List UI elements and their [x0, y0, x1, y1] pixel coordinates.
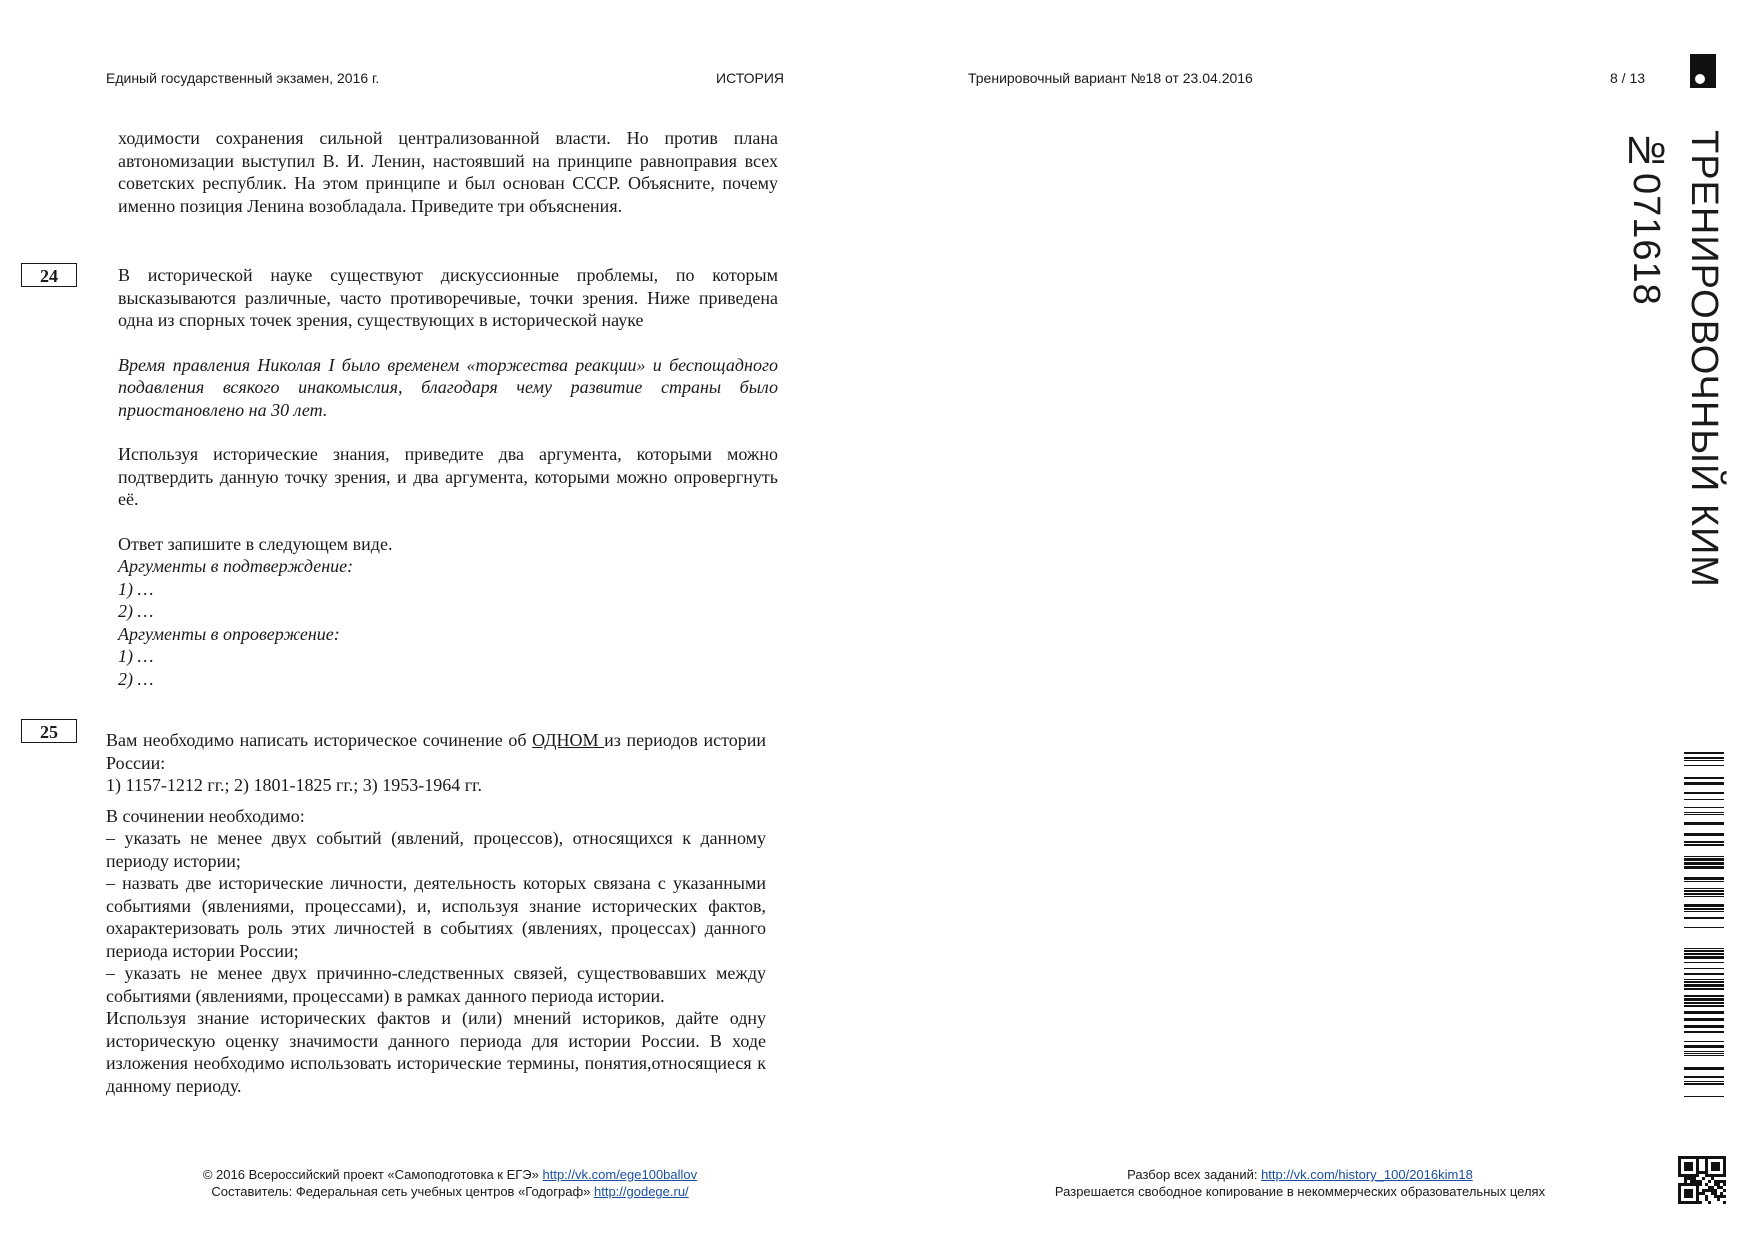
- task25-requirement-3: – указать не менее двух причинно-следственных связей, существовавших между событиями (явлениями, процессами) в рамках данного периода истории.: [106, 963, 766, 1006]
- footer-right: [990, 1166, 1610, 1200]
- task24-refute-item-1: 1) …: [118, 646, 154, 666]
- header-variant: Тренировочный вариант №18 от 23.04.2016: [968, 70, 1253, 86]
- barcode-icon: [1684, 752, 1724, 1102]
- header-exam: Единый государственный экзамен, 2016 г.: [106, 70, 380, 86]
- task25-intro-tail: из периодов истории России:: [106, 730, 766, 773]
- task25-requirement-1: – указать не менее двух событий (явлений, процессов), относящихся к данному периоду истории;: [106, 828, 766, 871]
- task25-number: 25: [21, 719, 77, 743]
- footer-author: Составитель: Федеральная сеть учебных центров «Годограф»: [211, 1184, 594, 1199]
- task24-refute-item-2: 2) …: [118, 668, 154, 689]
- task24-instruction: Используя исторические знания, приведите два аргумента, которыми можно подтвердить данную точку зрения, и два аргумента, которыми можно опровергнуть её.: [118, 444, 778, 509]
- task24-block: [118, 264, 778, 690]
- task24-confirm-item-1: 1) …: [118, 578, 154, 599]
- task25-requirements-title: В сочинении необходимо:: [106, 805, 305, 826]
- task24-refute-label: Аргументы в опровержение:: [118, 623, 340, 644]
- corner-marker-icon: [1690, 54, 1716, 88]
- header-page-number: 8 / 13: [1610, 70, 1646, 86]
- footer-copyright: © 2016 Всероссийский проект «Самоподготовка к ЕГЭ»: [202, 1167, 543, 1182]
- task24-quote: Время правления Николая I было временем «торжества реакции» и беспощадного подавления всякого инакомыслия, благодаря чему развитие страны было приостановлено на 30 лет.: [118, 354, 778, 420]
- task25-closing: Используя знание исторических фактов и (или) мнений историков, дайте одну историческую оценку значимости данного периода для истории России. В ходе изложения необходимо использовать исторические термины, понятия,относящиеся к данному периоду.: [106, 1008, 766, 1096]
- task24-confirm-label: Аргументы в подтверждение:: [118, 556, 354, 576]
- task25-periods: 1) 1157-1212 гг.; 2) 1801-1825 гг.; 3) 1953-1964 гг.: [106, 775, 483, 795]
- side-title: ТРЕНИРОВОЧНЫЙ КИМ №071618: [1625, 130, 1725, 588]
- footer-license: Разрешается свободное копирование в некоммерческих образовательных целях: [1054, 1184, 1546, 1199]
- task25-block: [106, 729, 766, 1097]
- footer-left: [140, 1166, 760, 1200]
- task25-intro-emphasis: ОДНОМ: [532, 730, 605, 750]
- task25-requirement-2: – назвать две исторические личности, деятельность которых связана с указанными событиями (явлениями, процессами), и, используя знание исторических фактов, охарактеризовать роль этих личностей в событиях (явлениях, процессах) данного периода истории России;: [106, 873, 766, 961]
- qr-code-icon: [1678, 1156, 1726, 1204]
- footer-link-analysis[interactable]: http://vk.com/history_100/2016kim18: [1261, 1167, 1473, 1182]
- header-subject: ИСТОРИЯ: [716, 70, 785, 86]
- footer-link-godege[interactable]: http://godege.ru/: [593, 1184, 689, 1199]
- task25-intro-text: Вам необходимо написать историческое сочинение об: [106, 730, 533, 750]
- footer-analysis-label: Разбор всех заданий:: [1127, 1167, 1262, 1182]
- task24-form-label: Ответ запишите в следующем виде.: [118, 533, 393, 554]
- task23-continuation: ходимости сохранения сильной централизованной власти. Но против плана автономизации выступил В. И. Ленин, настоявший на принципе равноправия всех советских республик. На этом принципе и был основан СССР. Объясните, почему именно позиция Ленина возобладала. Приведите три объяснения.: [118, 128, 778, 216]
- task24-confirm-item-2: 2) …: [118, 601, 154, 621]
- task24-intro: В исторической науке существуют дискуссионные проблемы, по которым высказываются различные, часто противоречивые, точки зрения. Ниже приведена одна из спорных точек зрения, существующих в исторической науке: [118, 265, 778, 330]
- task24-number: 24: [21, 263, 77, 287]
- footer-link-vk[interactable]: http://vk.com/ege100ballov: [542, 1167, 698, 1182]
- task25-intro: [106, 729, 766, 774]
